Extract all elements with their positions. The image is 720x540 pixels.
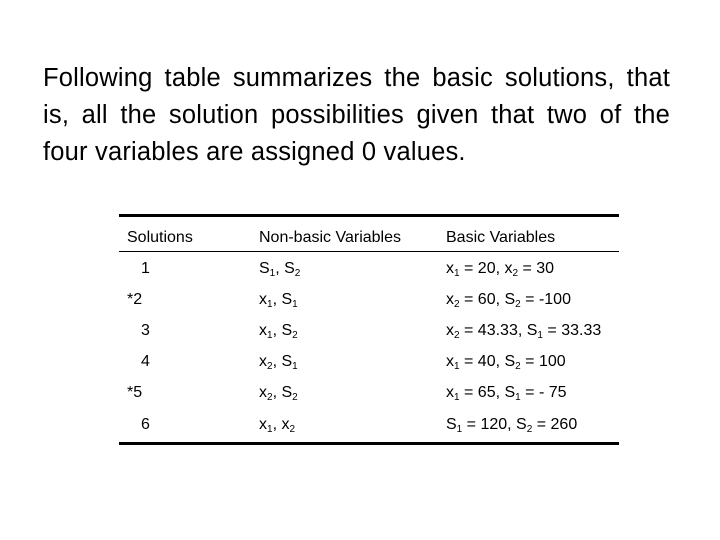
solution-number: 6 <box>141 416 150 433</box>
basic-variables-cell: $x_2 = 43.33$, $S_1 = 33.33$ <box>446 322 602 341</box>
header-basic-variables: Basic Variables <box>446 229 556 246</box>
table-top-rule <box>119 214 619 217</box>
header-nonbasic-variables: Non-basic Variables <box>259 229 401 246</box>
nonbasic-variables-cell: $x_2$, $S_1$ <box>259 353 298 372</box>
solution-number: 4 <box>141 353 150 370</box>
nonbasic-variables-cell: $S_1$, $S_2$ <box>259 260 301 279</box>
nonbasic-variables-cell: $x_1$, $x_2$ <box>259 416 296 435</box>
basic-variables-cell: $x_1 = 65$, $S_1$ = - 75 <box>446 384 567 403</box>
nonbasic-variables-cell: $x_2$, $S_2$ <box>259 384 298 403</box>
basic-variables-cell: $S_1 = 120$, $S_2 = 260$ <box>446 416 578 435</box>
nonbasic-variables-cell: $x_1$, $S_2$ <box>259 322 298 341</box>
intro-paragraph: Following table summarizes the basic solutions, that is, all the solution possibilities given that two of the four variables are assigned 0 values. <box>43 64 670 166</box>
basic-variables-cell: $x_1 = 20$, $x_2 = 30$ <box>446 260 555 279</box>
header-solutions: Solutions <box>127 229 193 246</box>
basic-variables-cell: $x_1 = 40$, $S_2 = 100$ <box>446 353 566 372</box>
table-bottom-rule <box>119 442 619 445</box>
nonbasic-variables-cell: $x_1$, $S_1$ <box>259 291 298 310</box>
solution-number: 1 <box>141 260 150 277</box>
basic-variables-cell: $x_2 = 60$, $S_2 = -100$ <box>446 291 571 310</box>
solution-number: *5 <box>127 384 143 401</box>
solution-number: 3 <box>141 322 150 339</box>
solution-number: *2 <box>127 291 143 308</box>
table-header-rule <box>119 251 619 252</box>
